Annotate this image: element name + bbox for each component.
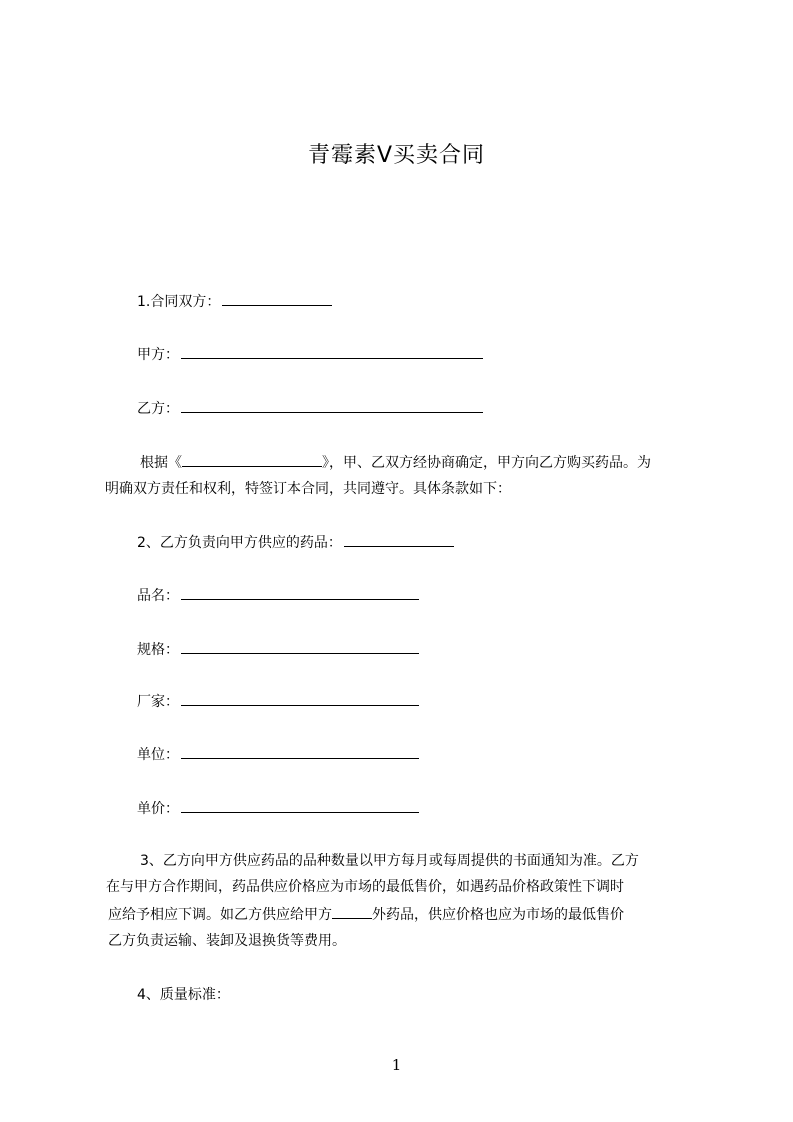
regulation-name-blank[interactable] (182, 452, 322, 467)
clause3-line-2: 在与甲方合作期间，药品供应价格应为市场的最低售价，如遇药品价格政策性下调时 (106, 879, 624, 895)
spec-line (137, 639, 419, 660)
unit-price-label: 单价： (137, 801, 179, 817)
manufacturer-blank[interactable] (181, 691, 419, 706)
manufacturer-line (137, 691, 419, 712)
unit-line (137, 744, 419, 765)
intro-prefix: 根据《 (140, 455, 182, 471)
unit-price-blank[interactable] (181, 798, 419, 813)
supply-heading: 2、乙方负责向甲方供应的药品： (137, 535, 342, 551)
parties-blank[interactable] (222, 291, 332, 306)
clause3-line3-prefix: 应给予相应下调。如乙方供应给甲方 (108, 907, 332, 923)
unit-blank[interactable] (181, 744, 419, 759)
clause3-line-3 (108, 904, 624, 925)
party-b-label: 乙方： (137, 401, 179, 417)
page-number: 1 (391, 1056, 402, 1074)
quality-heading: 4、质量标准： (137, 987, 230, 1003)
party-b-blank[interactable] (181, 398, 483, 413)
manufacturer-label: 厂家： (137, 694, 179, 710)
product-name-label: 品名： (137, 588, 179, 604)
supply-heading-line (137, 532, 454, 553)
unit-label: 单位： (137, 747, 179, 763)
intro-line-1 (140, 452, 651, 473)
intro-suffix: 》，甲、乙双方经协商确定，甲方向乙方购买药品。为 (322, 455, 651, 471)
supply-blank[interactable] (344, 532, 454, 547)
party-a-line (137, 344, 483, 365)
product-name-blank[interactable] (181, 585, 419, 600)
spec-blank[interactable] (181, 639, 419, 654)
parties-heading: 1.合同双方： (137, 294, 221, 310)
clause3-line3-suffix: 外药品，供应价格也应为市场的最低售价 (372, 907, 624, 923)
party-a-blank[interactable] (181, 344, 483, 359)
clause3-line-1: 3、乙方向甲方供应药品的品种数量以甲方每月或每周提供的书面通知为准。乙方 (140, 853, 639, 869)
intro-line-2: 明确双方责任和权利，特签订本合同，共同遵守。具体条款如下： (105, 481, 511, 497)
document-title: 青霉素Ⅴ买卖合同 (307, 143, 486, 168)
product-name-line (137, 585, 419, 606)
unit-price-line (137, 798, 419, 819)
parties-heading-line (137, 291, 332, 312)
spec-label: 规格： (137, 642, 179, 658)
extra-drugs-blank[interactable] (332, 904, 372, 919)
clause3-line-4: 乙方负责运输、装卸及退换货等费用。 (108, 933, 346, 949)
party-a-label: 甲方： (137, 347, 179, 363)
party-b-line (137, 398, 483, 419)
